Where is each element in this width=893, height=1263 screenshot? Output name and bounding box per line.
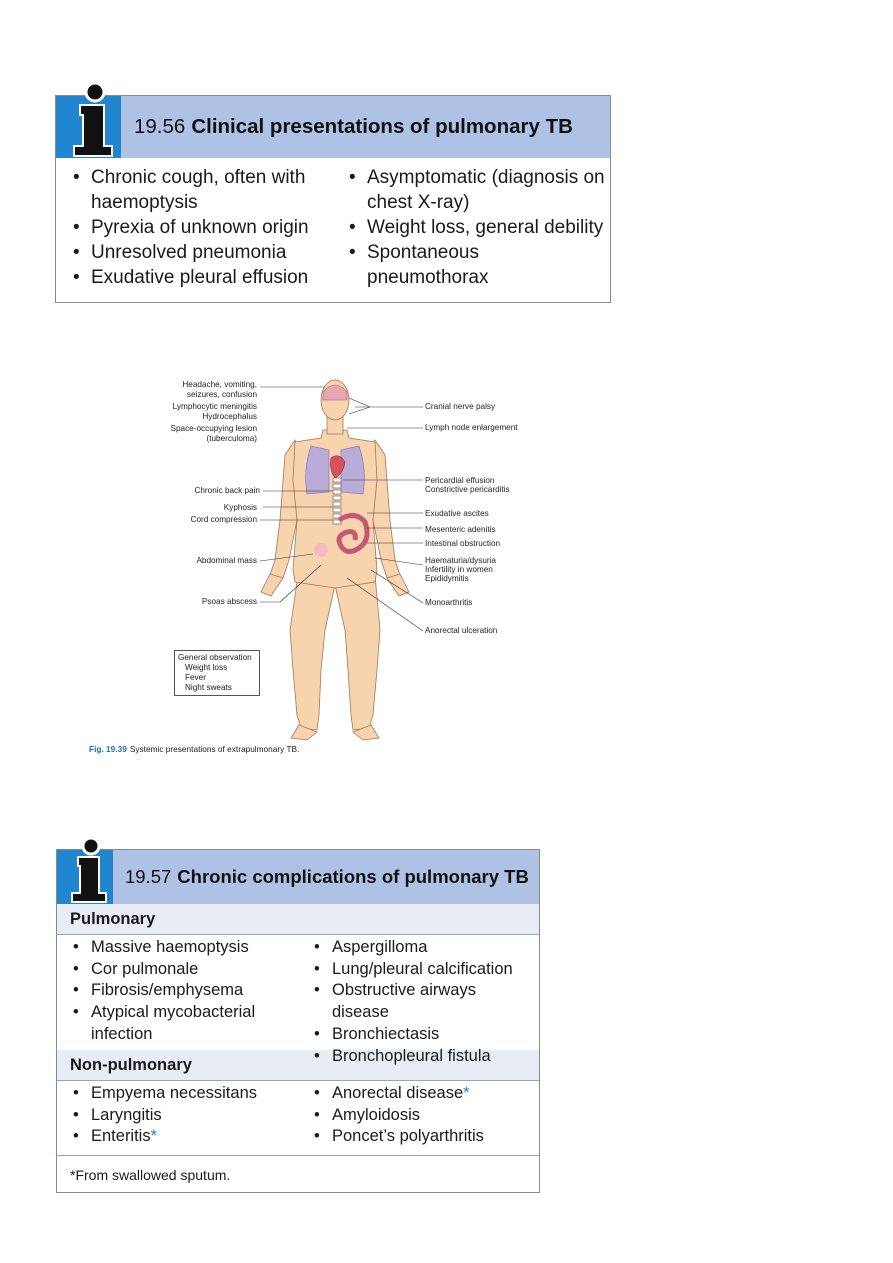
label-monoarthritis: Monoarthritis [425,598,473,607]
section-heading-non-pulmonary: Non-pulmonary [57,1050,539,1081]
list-item: • Spontaneous pneumothorax [345,240,605,290]
left-column [69,1083,294,1148]
footnote-marker: * [463,1084,470,1102]
box-title-text: Clinical presentations of pulmonary TB [191,115,573,138]
figure-caption [89,744,299,754]
list-item: • Chronic cough, often with haemoptysis [69,165,329,215]
list-item: • Fibrosis/emphysema [69,980,294,1002]
list-item: • Massive haemoptysis [69,937,294,959]
label-lymphocytic-meningitis: Lymphocytic meningitis [172,402,257,411]
list-item: • Poncet’s polyarthritis [310,1126,535,1148]
right-column [345,165,605,290]
list-item: • Lung/pleural calcification [310,959,535,981]
right-column [310,937,535,1067]
label-haematuria: Haematuria/dysuria [425,556,496,565]
label-kyphosis: Kyphosis [223,503,257,512]
section-heading-pulmonary: Pulmonary [57,904,539,935]
footnote-marker: * [150,1127,158,1146]
footnote: *From swallowed sputum. [57,1155,539,1194]
list-item [69,1126,294,1148]
label-intestinal-obstruction: Intestinal obstruction [425,539,501,548]
list-item: • Laryngitis [69,1105,294,1127]
label-epididymitis: Epididymitis [425,574,469,583]
info-icon [56,96,121,158]
list-item: • Pyrexia of unknown origin [69,215,329,240]
list-item-text: Enteritis [91,1127,151,1146]
list-item: • Aspergilloma [310,937,535,959]
box-number: 19.56 [134,115,186,138]
label-infertility: Infertility in women [425,565,493,574]
right-column [310,1083,535,1148]
box-header [56,96,610,158]
label-constrictive-pericarditis: Constrictive pericarditis [425,485,510,494]
box-number: 19.57 [125,866,172,887]
label-hydrocephalus: Hydrocephalus [202,412,257,421]
left-column [69,937,294,1046]
info-box-chronic-complications [56,849,540,1193]
list-item: • Weight loss, general debility [345,215,605,240]
box-title [125,866,529,888]
non-pulmonary-list [57,1081,539,1155]
list-item [310,1083,535,1105]
list-item: • Bronchiectasis [310,1024,535,1046]
label-pericardial-effusion: Pericardial effusion [425,476,495,485]
extrapulmonary-tb-figure [85,370,545,760]
list-item: • Asymptomatic (diagnosis on chest X-ray) [345,165,605,215]
presentations-list [56,158,610,298]
figure-number: Fig. 19.39 [89,744,127,754]
label-line: Space-occupying lesion [170,424,257,433]
label-abdominal-mass: Abdominal mass [196,556,257,565]
label-line: Headache, vomiting, [182,380,257,389]
label-psoas-abscess: Psoas abscess [201,597,257,606]
info-box-clinical-presentations [55,95,611,303]
label-line: (tuberculoma) [206,434,257,443]
info-icon [57,850,113,904]
label-cranial-nerve-palsy: Cranial nerve palsy [425,402,496,411]
label-headache [85,380,257,400]
list-item: • Obstructive airways disease [310,980,535,1023]
observation-item: Fever [185,673,206,682]
label-space-occupying [85,424,257,444]
list-item: • Exudative pleural effusion [69,265,329,290]
list-item-text: Anorectal disease [332,1084,464,1102]
observation-item: Night sweats [185,683,232,692]
observation-item: Weight loss [185,663,228,672]
label-exudative-ascites: Exudative ascites [425,509,489,518]
left-column [69,165,329,290]
box-title-text: Chronic complications of pulmonary TB [177,866,529,887]
label-chronic-back-pain: Chronic back pain [194,486,260,495]
list-item: • Bronchopleural fistula [310,1046,535,1068]
list-item: • Atypical mycobacterial infection [69,1002,294,1045]
label-cord-compression: Cord compression [190,515,257,524]
label-mesenteric-adenitis: Mesenteric adenitis [425,525,496,534]
box-title [134,115,573,139]
list-item: • Cor pulmonale [69,959,294,981]
list-item: • Amyloidosis [310,1105,535,1127]
label-line: seizures, confusion [186,390,257,399]
list-item: • Unresolved pneumonia [69,240,329,265]
list-item: • Empyema necessitans [69,1083,294,1105]
box-header [57,850,539,904]
general-observation-title: General observation [178,653,252,662]
label-lymph-node: Lymph node enlargement [425,423,518,432]
general-observation-box [174,650,260,696]
figure-caption-text: Systemic presentations of extrapulmonary TB. [129,744,300,754]
label-anorectal-ulceration: Anorectal ulceration [425,626,498,635]
